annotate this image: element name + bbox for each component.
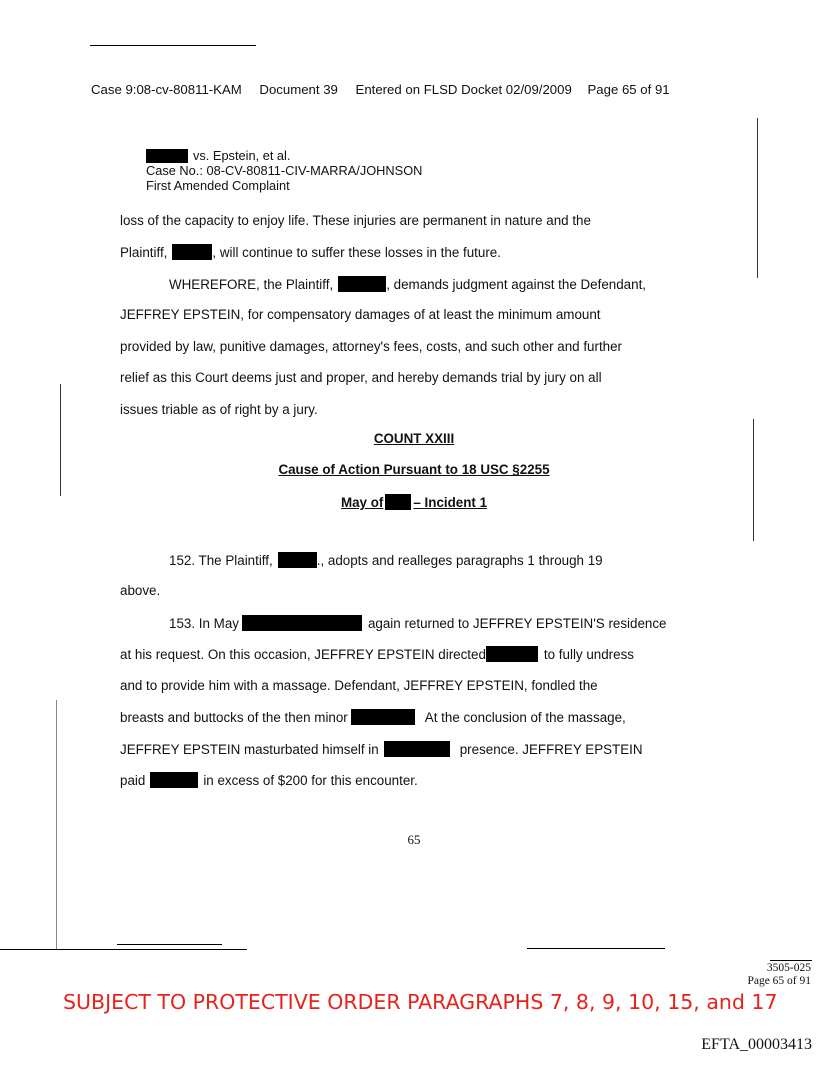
- efta-number: EFTA_00003413: [701, 1036, 812, 1053]
- redaction: [146, 149, 188, 163]
- bates-stamp: [747, 962, 811, 988]
- para-153-line-3: and to provide him with a massage. Defendant, JEFFREY EPSTEIN, fondled the: [120, 678, 598, 693]
- scan-line: [753, 419, 754, 541]
- body-line-4: JEFFREY EPSTEIN, for compensatory damages of at least the minimum amount: [120, 307, 601, 322]
- protective-order-notice: SUBJECT TO PROTECTIVE ORDER PARAGRAPHS 7, 8, 9, 10, 15, and 17: [63, 990, 778, 1014]
- para-153-k: in excess of $200 for this encounter.: [203, 773, 418, 788]
- bates-number: 3505-025: [766, 962, 811, 974]
- para-153-g: At the conclusion of the massage,: [424, 710, 626, 725]
- para-153-a: 153. In May: [169, 616, 239, 631]
- para-153-c: at his request. On this occasion, JEFFREY EPSTEIN directed: [120, 647, 486, 662]
- para-153-d: to fully undress: [543, 647, 634, 662]
- para-153-h: JEFFREY EPSTEIN masturbated himself in: [120, 742, 379, 757]
- incident-heading: [0, 494, 828, 510]
- caption-case-no: Case No.: 08-CV-80811-CIV-MARRA/JOHNSON: [146, 163, 423, 178]
- body-line-1: loss of the capacity to enjoy life. These injuries are permanent in nature and the: [120, 213, 591, 228]
- docket-header: [91, 82, 670, 97]
- redaction: [172, 244, 212, 260]
- case-caption: [146, 148, 422, 193]
- page-number: 65: [407, 832, 421, 847]
- scan-line: [56, 700, 57, 950]
- para-153-i: presence. JEFFREY EPSTEIN: [459, 742, 643, 757]
- redaction: [351, 709, 415, 725]
- header-case: Case 9:08-cv-80811-KAM: [91, 82, 242, 97]
- bottom-rule-left-short: [117, 944, 222, 945]
- redaction: [338, 276, 386, 292]
- scan-line: [757, 118, 758, 278]
- body-line-2: [120, 244, 501, 260]
- para-152: [169, 552, 603, 568]
- incident-b: – Incident 1: [413, 495, 488, 510]
- para-153-line-1: [169, 615, 667, 631]
- para-153-line-2: [120, 646, 634, 662]
- header-page: Page 65 of 91: [587, 82, 670, 97]
- body-line-6: relief as this Court deems just and proper, and hereby demands trial by jury on all: [120, 370, 602, 385]
- header-document: Document 39: [259, 82, 338, 97]
- para-153-b: again returned to JEFFREY EPSTEIN'S residence: [367, 616, 667, 631]
- top-rule: [90, 45, 256, 46]
- caption-title: First Amended Complaint: [146, 178, 290, 193]
- stamp-rule: [770, 960, 812, 961]
- body-line-3b: , demands judgment against the Defendant,: [386, 277, 647, 292]
- para-153-f: breasts and buttocks of the then minor: [120, 710, 348, 725]
- redaction: [242, 615, 362, 631]
- redaction: [278, 552, 317, 568]
- body-line-3: [169, 276, 646, 292]
- body-line-2b: , will continue to suffer these losses in the future.: [212, 245, 501, 260]
- redaction: [486, 646, 538, 662]
- para-153-line-4: [120, 709, 626, 725]
- stamp-page: Page 65 of 91: [747, 975, 811, 987]
- body-line-2a: Plaintiff,: [120, 245, 168, 260]
- count-heading: COUNT XXIII: [373, 431, 455, 446]
- header-entered: Entered on FLSD Docket 02/09/2009: [355, 82, 572, 97]
- para-153-line-6: [120, 772, 418, 788]
- redaction: [384, 741, 450, 757]
- para-153-line-5: [120, 741, 643, 757]
- caption-vs: vs. Epstein, et al.: [193, 148, 291, 163]
- redaction: [150, 772, 198, 788]
- scan-line: [60, 384, 61, 496]
- para-153-j: paid: [120, 773, 146, 788]
- body-line-5: provided by law, punitive damages, attorney's fees, costs, and such other and further: [120, 339, 623, 354]
- cause-of-action: Cause of Action Pursuant to 18 USC §2255: [278, 462, 550, 477]
- body-line-7: issues triable as of right by a jury.: [120, 402, 318, 417]
- body-line-3a: WHEREFORE, the Plaintiff,: [169, 277, 334, 292]
- para-152-c: above.: [120, 583, 161, 598]
- incident-a: May of: [340, 495, 384, 510]
- para-152-b: ., adopts and realleges paragraphs 1 through 19: [316, 553, 603, 568]
- bottom-rule-left: [0, 949, 247, 950]
- bottom-rule-right: [527, 948, 665, 949]
- redaction: [385, 494, 411, 510]
- para-152-a: 152. The Plaintiff,: [169, 553, 273, 568]
